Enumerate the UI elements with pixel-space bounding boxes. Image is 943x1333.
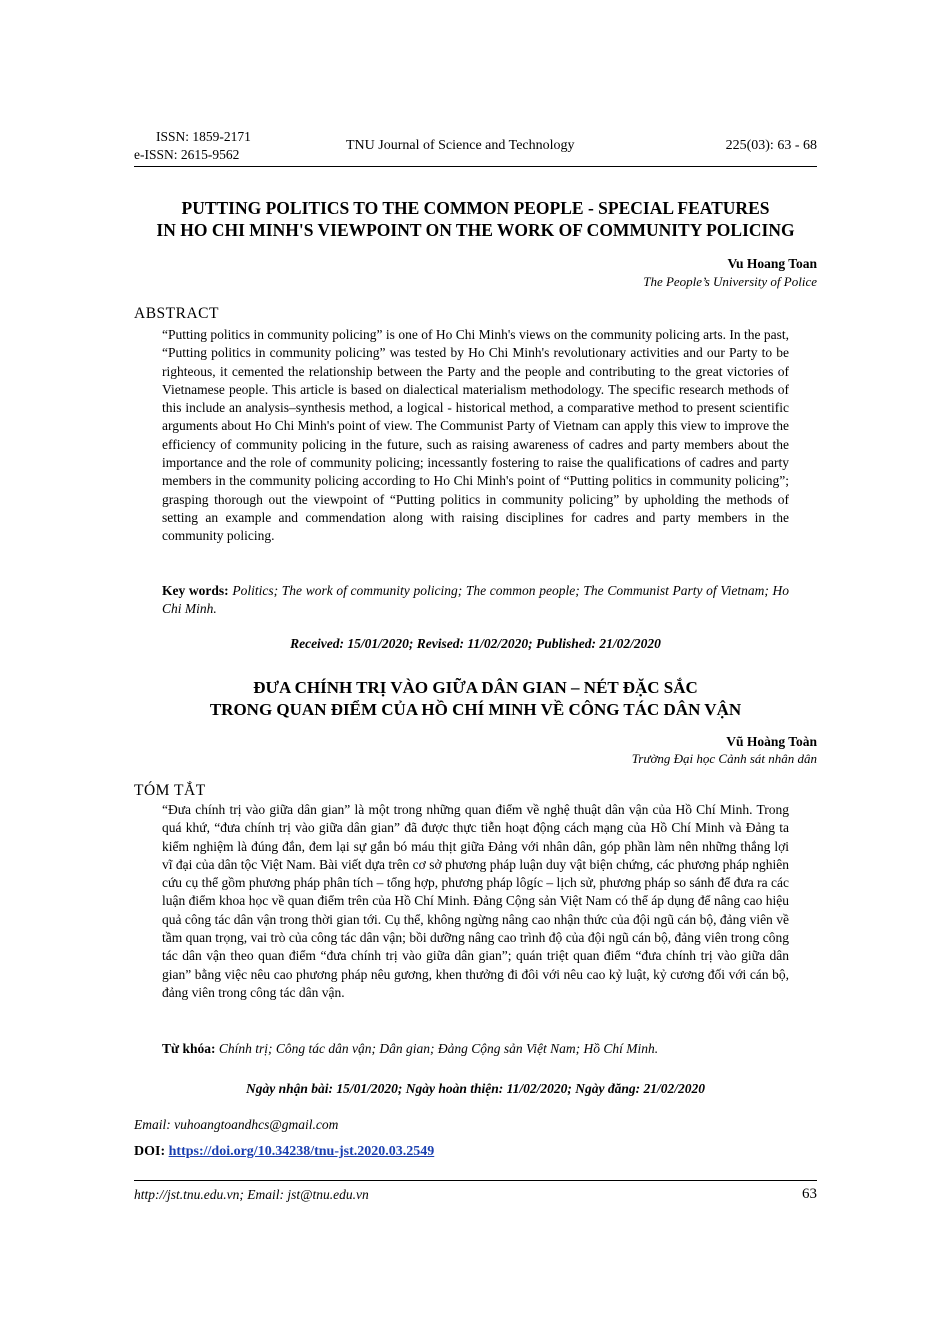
vietnamese-title-line2: TRONG QUAN ĐIỂM CỦA HỒ CHÍ MINH VỀ CÔNG TÁC DÂN VẬN [209, 700, 742, 719]
running-header [134, 128, 817, 166]
english-author: Vu Hoang Toan [727, 256, 817, 271]
english-title-line1: PUTTING POLITICS TO THE COMMON PEOPLE - SPECIAL FEATURES [181, 198, 770, 218]
doi-line [134, 1144, 434, 1160]
journal-name: TNU Journal of Science and Technology [346, 138, 575, 153]
vietnamese-affiliation: Trường Đại học Cảnh sát nhân dân [631, 751, 817, 766]
tom-tat-text: “Đưa chính trị vào giữa dân gian” là một trong những quan điểm về nghệ thuật dân vận của Hồ Chí Minh. Trong quá khứ, “đưa chính trị vào giữa dân gian” đã được thực tiễn hoạt động cách mạng của Hồ Chí Minh và Đảng ta kiểm nghiệm là đúng đắn, đem lại sự gắn bó máu thịt giữa Đảng với nhân dân, góp phần làm nên những thắng lợi vĩ đại của dân tộc Việt Nam. Bài viết dựa trên cơ sở phương pháp luận duy vật biện chứng, các phương pháp nghiên cứu cụ thể gồm phương pháp phân tích – tổng hợp, phương pháp lôgíc – lịch sử, phương pháp so sánh để đưa ra các luận điểm khoa học về quan điểm trên của Hồ Chí Minh. Đảng Cộng sản Việt Nam có thể áp dụng để nâng cao hiệu quả công tác dân vận trong thời gian tới. Cụ thể, không ngừng nâng cao nhận thức của đội ngũ cán bộ, đảng viên về tầm quan trọng, vai trò của công tác dân vận; bồi dưỡng nâng cao trình độ của đội ngũ cán bộ, đảng viên trong công tác dân vận theo quan điểm “đưa chính trị vào giữa dân gian”; quán triệt quan điểm “đưa chính trị vào giữa dân gian” bằng việc nêu cao phương pháp nêu gương, khen thưởng đi đôi với nêu cao kỷ luật, kỷ cương đối với cán bộ, đảng viên trong công tác dân vận. [162, 802, 789, 1000]
english-affiliation: The People’s University of Police [643, 274, 817, 289]
footer-contact: http://jst.tnu.edu.vn; Email: jst@tnu.edu.vn [134, 1187, 369, 1202]
vietnamese-author: Vũ Hoàng Toàn [726, 734, 817, 749]
doi-label: DOI: [134, 1144, 166, 1159]
page-number: 63 [802, 1186, 817, 1202]
tom-tat-heading: TÓM TẮT [134, 782, 206, 799]
issn: ISSN: 1859-2171 [156, 129, 251, 144]
vietnamese-dates: Ngày nhận bài: 15/01/2020; Ngày hoàn thiện: 11/02/2020; Ngày đăng: 21/02/2020 [245, 1081, 706, 1096]
english-dates: Received: 15/01/2020; Revised: 11/02/2020; Published: 21/02/2020 [290, 636, 661, 651]
abstract-heading: ABSTRACT [134, 305, 219, 322]
issn-block [134, 128, 251, 164]
vietnamese-keywords [162, 1040, 789, 1058]
keywords-text: Politics; The work of community policing; The common people; The Communist Party of Vietnam; Ho Chi Minh. [162, 583, 790, 617]
abstract-text: “Putting politics in community policing” is one of Ho Chi Minh's views on the community policing arts. In the past, “Putting politics in community policing” was tested by Ho Chi Minh's revolutionary activities and our Party to be righteous, it cemented the relationship between the Party and the people and contributing to the great victories of Vietnamese people. This article is based on dialectical materialism methodology. The specific research methods of this include an analysis–synthesis method, a logical - historical method, a comparative method to present scientific arguments about Ho Chi Minh's point of view. The Communist Party of Vietnam can apply this view to improve the efficiency of community policing in the future, such as raising awareness of cadres and party members about the importance and the role of community policing; incessantly fostering to raise the qualifications of cadres and party members in the community policing according to Ho Chi Minh's point of “Putting politics in community policing”; grasping thorough out the viewpoint of “Putting politics in community policing” by upholding the methods of setting an example and commendation along with raising disciplines for cadres and party members in the community policing. [162, 327, 789, 544]
eissn: e-ISSN: 2615-9562 [134, 147, 240, 162]
tu-khoa-label: Từ khóa: [162, 1041, 216, 1056]
english-title [134, 197, 817, 241]
keywords-label: Key words: [162, 583, 229, 598]
footer-rule [134, 1180, 817, 1181]
author-email: Email: vuhoangtoandhcs@gmail.com [134, 1117, 339, 1132]
header-rule [134, 166, 817, 167]
english-keywords [162, 582, 789, 619]
vietnamese-title [134, 677, 817, 721]
doi-link[interactable]: https://doi.org/10.34238/tnu-jst.2020.03.2549 [168, 1144, 435, 1159]
vietnamese-title-line1: ĐƯA CHÍNH TRỊ VÀO GIỮA DÂN GIAN – NÉT ĐẶC SẮC [253, 678, 698, 697]
english-title-line2: IN HO CHI MINH'S VIEWPOINT ON THE WORK OF COMMUNITY POLICING [156, 220, 795, 240]
tu-khoa-text: Chính trị; Công tác dân vận; Dân gian; Đảng Cộng sản Việt Nam; Hồ Chí Minh. [218, 1041, 659, 1056]
volume-pages: 225(03): 63 - 68 [725, 138, 817, 153]
